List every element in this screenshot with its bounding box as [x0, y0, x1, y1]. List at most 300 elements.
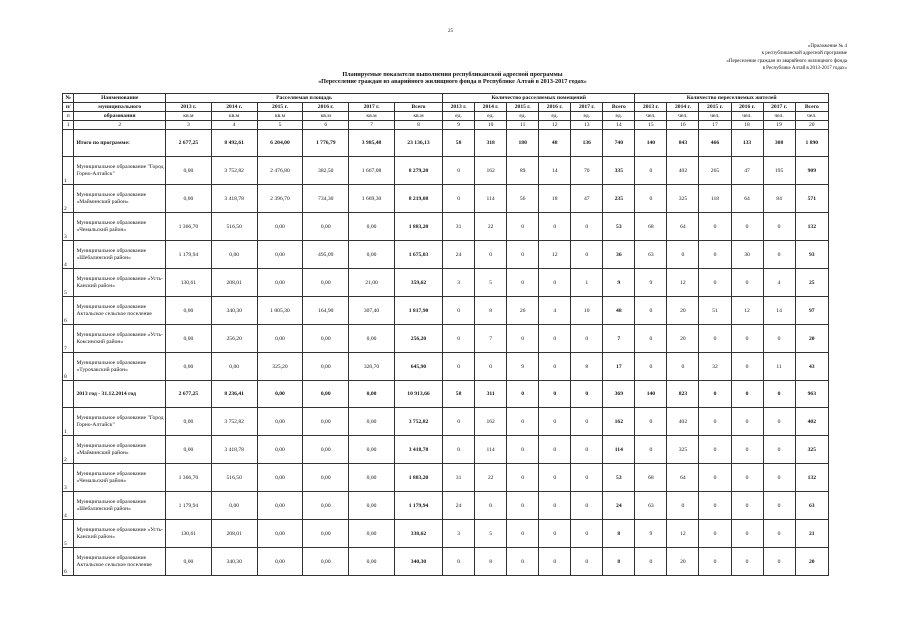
- table-cell: 909: [795, 157, 828, 185]
- title-line: Планируемые показатели выполнения республиканской адресной программы: [342, 71, 563, 78]
- table-cell: 2 677,25: [166, 381, 212, 408]
- table-cell: 0: [763, 325, 795, 353]
- table-cell: 3 985,48: [349, 130, 395, 157]
- table-cell: 47: [731, 157, 763, 185]
- header-num: п: [63, 112, 74, 121]
- table-cell: 0,00: [303, 408, 349, 436]
- table-cell: 0: [539, 548, 571, 576]
- table-cell: 64: [731, 185, 763, 213]
- table-cell: 325: [667, 436, 699, 464]
- table-cell: 5: [475, 520, 507, 548]
- table-cell: 3 752,82: [394, 408, 442, 436]
- table-cell: 1 179,94: [166, 492, 212, 520]
- table-cell: 12: [731, 297, 763, 325]
- municipality-name: Итого по программе:: [74, 130, 166, 157]
- table-cell: 118: [699, 185, 731, 213]
- table-cell: 114: [475, 185, 507, 213]
- municipality-name: Муниципальное образование «Майминский район»: [74, 185, 166, 213]
- column-index: 4: [211, 121, 257, 130]
- table-cell: 164,90: [303, 297, 349, 325]
- table-cell: 64: [667, 213, 699, 241]
- table-cell: 0: [699, 325, 731, 353]
- header-year: 2017 г.: [763, 103, 795, 112]
- header-year: 2015 г.: [699, 103, 731, 112]
- table-cell: 1 890: [795, 130, 828, 157]
- table-cell: 3 752,82: [211, 157, 257, 185]
- row-number: 1: [63, 408, 74, 436]
- table-cell: 3 418,78: [211, 185, 257, 213]
- table-cell: 0: [667, 353, 699, 381]
- header-unit: кв.м: [349, 112, 395, 121]
- municipality-name: Муниципальное образование "Город Горно-Алтайск": [74, 157, 166, 185]
- table-cell: 0,00: [257, 520, 303, 548]
- table-cell: 0,00: [303, 381, 349, 408]
- table-cell: 402: [667, 157, 699, 185]
- table-cell: 0: [667, 241, 699, 269]
- column-index: 17: [699, 121, 731, 130]
- header-unit: кв.м: [257, 112, 303, 121]
- appendix-line: «Приложение № 4: [807, 44, 847, 49]
- header-unit: ед.: [443, 112, 475, 121]
- table-cell: 0: [699, 436, 731, 464]
- table-cell: 0,00: [303, 436, 349, 464]
- table-cell: 0: [731, 353, 763, 381]
- table-cell: 740: [603, 130, 635, 157]
- table-cell: 0,00: [349, 548, 395, 576]
- table-cell: 0,00: [303, 492, 349, 520]
- table-cell: 4: [763, 269, 795, 297]
- table-cell: 1 366,70: [166, 213, 212, 241]
- table-cell: 402: [795, 408, 828, 436]
- table-cell: 32: [699, 353, 731, 381]
- column-index: 16: [667, 121, 699, 130]
- table-cell: 1 667,08: [349, 157, 395, 185]
- header-year: 2014 г.: [211, 103, 257, 112]
- municipality-name: Муниципальное образование «Турочакский район»: [74, 353, 166, 381]
- table-cell: 208,01: [211, 520, 257, 548]
- table-cell: 8: [475, 297, 507, 325]
- table-cell: 20: [667, 548, 699, 576]
- column-index: 14: [603, 121, 635, 130]
- row-number: 6: [63, 297, 74, 325]
- table-cell: 0: [475, 241, 507, 269]
- table-cell: 114: [475, 436, 507, 464]
- header-unit: чел.: [763, 112, 795, 121]
- appendix-line: «Переселение граждан из аварийного жилищного фонда: [726, 58, 847, 64]
- table-cell: 0: [763, 436, 795, 464]
- table-cell: 0: [699, 492, 731, 520]
- table-cell: 0: [539, 269, 571, 297]
- table-cell: 0: [763, 213, 795, 241]
- table-cell: 2 476,80: [257, 157, 303, 185]
- header-name: образования: [74, 112, 166, 121]
- table-cell: 0,00: [166, 325, 212, 353]
- table-cell: 3 752,82: [211, 408, 257, 436]
- table-cell: 0: [539, 492, 571, 520]
- table-cell: 58: [443, 130, 475, 157]
- table-cell: 0: [539, 408, 571, 436]
- table-cell: 1 005,30: [257, 297, 303, 325]
- table-cell: 30: [731, 241, 763, 269]
- column-index: 15: [635, 121, 667, 130]
- table-cell: 58: [443, 381, 475, 408]
- table-cell: 0: [635, 548, 667, 576]
- table-cell: 0: [699, 408, 731, 436]
- table-cell: 21,00: [349, 269, 395, 297]
- table-cell: 31: [443, 464, 475, 492]
- table-cell: 0: [731, 381, 763, 408]
- table-cell: 68: [635, 213, 667, 241]
- header-unit: ед.: [571, 112, 603, 121]
- table-cell: 325,20: [257, 353, 303, 381]
- table-cell: 51: [699, 297, 731, 325]
- table-cell: 734,30: [303, 185, 349, 213]
- table-cell: 0: [731, 325, 763, 353]
- header-year: Всего: [394, 103, 442, 112]
- table-cell: 0,00: [257, 269, 303, 297]
- table-cell: 0,00: [166, 548, 212, 576]
- header-year: Всего: [603, 103, 635, 112]
- table-cell: 64: [667, 464, 699, 492]
- column-index: 2: [74, 121, 166, 130]
- table-cell: 9: [507, 353, 539, 381]
- municipality-name: Муниципальное образование «Чемальский район»: [74, 213, 166, 241]
- table-cell: 307,40: [349, 297, 395, 325]
- header-year: 2017 г.: [349, 103, 395, 112]
- column-index: 11: [507, 121, 539, 130]
- row-number: 6: [63, 548, 74, 576]
- table-cell: 0: [763, 381, 795, 408]
- table-cell: 0,00: [349, 325, 395, 353]
- table-cell: 26: [507, 297, 539, 325]
- table-cell: 0,00: [257, 492, 303, 520]
- table-cell: 9: [635, 269, 667, 297]
- table-cell: 136: [571, 130, 603, 157]
- header-unit: кв.м: [303, 112, 349, 121]
- table-cell: 25: [795, 269, 828, 297]
- table-cell: 0: [443, 353, 475, 381]
- table-cell: 1 817,90: [394, 297, 442, 325]
- table-cell: 14: [763, 297, 795, 325]
- table-cell: 0,00: [303, 520, 349, 548]
- table-cell: 97: [795, 297, 828, 325]
- table-cell: 0: [571, 241, 603, 269]
- table-cell: 84: [763, 185, 795, 213]
- header-unit: кв.м: [166, 112, 212, 121]
- table-cell: 0,00: [166, 185, 212, 213]
- table-cell: 0,00: [166, 436, 212, 464]
- table-cell: 369: [603, 381, 635, 408]
- table-cell: 0,00: [303, 548, 349, 576]
- table-cell: 0: [507, 436, 539, 464]
- table-cell: 0: [763, 548, 795, 576]
- table-cell: 340,30: [211, 548, 257, 576]
- table-cell: 22: [475, 464, 507, 492]
- header-year: 2017 г.: [571, 103, 603, 112]
- table-row: [63, 436, 829, 464]
- header-unit: кв.м: [211, 112, 257, 121]
- header-unit: чел.: [635, 112, 667, 121]
- table-cell: 382,50: [303, 157, 349, 185]
- table-cell: 20: [795, 548, 828, 576]
- table-cell: 0,00: [349, 436, 395, 464]
- table-cell: 0,00: [257, 241, 303, 269]
- table-cell: 8 279,20: [394, 157, 442, 185]
- table-cell: 2 677,25: [166, 130, 212, 157]
- table-cell: 7: [603, 325, 635, 353]
- table-cell: 0,00: [257, 436, 303, 464]
- table-cell: 0: [507, 325, 539, 353]
- header-unit: ед.: [475, 112, 507, 121]
- municipality-name: Муниципальное образование Актальское сельское поселение: [74, 548, 166, 576]
- table-cell: 0: [635, 325, 667, 353]
- table-cell: 70: [571, 157, 603, 185]
- table-cell: 0: [443, 157, 475, 185]
- municipality-name: 2013 год - 31.12.2014 год: [74, 381, 166, 408]
- header-unit: чел.: [795, 112, 828, 121]
- table-cell: 645,90: [394, 353, 442, 381]
- column-index: 12: [539, 121, 571, 130]
- table-cell: 0: [571, 548, 603, 576]
- table-cell: 0: [699, 213, 731, 241]
- table-cell: 0: [571, 408, 603, 436]
- table-cell: 0,00: [349, 241, 395, 269]
- header-year: 2016 г.: [303, 103, 349, 112]
- table-cell: 0: [635, 436, 667, 464]
- header-year: 2015 г.: [507, 103, 539, 112]
- table-cell: 0: [443, 325, 475, 353]
- table-cell: 0: [699, 520, 731, 548]
- table-cell: 12: [667, 520, 699, 548]
- table-cell: 1 669,30: [349, 185, 395, 213]
- table-cell: 0: [507, 408, 539, 436]
- table-cell: 1 776,79: [303, 130, 349, 157]
- table-cell: 0: [731, 213, 763, 241]
- table-cell: 12: [539, 241, 571, 269]
- table-cell: 0: [699, 241, 731, 269]
- table-cell: 63: [635, 492, 667, 520]
- table-cell: 0,00: [257, 464, 303, 492]
- municipality-name: Муниципальное образование "Город Горно-Алтайск": [74, 408, 166, 436]
- header-year: 2013 г.: [443, 103, 475, 112]
- municipality-name: Муниципальное образование «Усть-Канский район»: [74, 520, 166, 548]
- table-cell: 0,00: [303, 269, 349, 297]
- header-num: №: [63, 94, 74, 103]
- table-cell: 8: [603, 548, 635, 576]
- table-cell: 1 366,70: [166, 464, 212, 492]
- table-cell: 0: [699, 464, 731, 492]
- table-cell: 0,00: [166, 353, 212, 381]
- table-cell: 0: [539, 520, 571, 548]
- table-cell: 0: [699, 548, 731, 576]
- table-cell: 0: [635, 185, 667, 213]
- table-cell: 132: [795, 464, 828, 492]
- header-unit: ед.: [603, 112, 635, 121]
- row-number: 4: [63, 241, 74, 269]
- table-row: [63, 213, 829, 241]
- total-row: [63, 381, 829, 408]
- table-row: [63, 464, 829, 492]
- column-index: 19: [763, 121, 795, 130]
- table-cell: 0: [443, 436, 475, 464]
- table-cell: 1 675,03: [394, 241, 442, 269]
- column-index: 8: [394, 121, 442, 130]
- table-cell: 17: [603, 353, 635, 381]
- header-name: Наименование: [74, 94, 166, 103]
- table-cell: 516,50: [211, 213, 257, 241]
- row-number: 7: [63, 325, 74, 353]
- row-number: 5: [63, 269, 74, 297]
- table-cell: 0,00: [166, 408, 212, 436]
- table-cell: 0: [731, 408, 763, 436]
- table-cell: 0: [763, 492, 795, 520]
- municipality-name: Муниципальное образование «Майминский район»: [74, 436, 166, 464]
- municipality-name: Муниципальное образование «Шебалинский район»: [74, 492, 166, 520]
- table-cell: 571: [795, 185, 828, 213]
- municipality-name: Муниципальное образование Актальское сельское поселение: [74, 297, 166, 325]
- municipality-name: Муниципальное образование «Усть-Канский район»: [74, 269, 166, 297]
- table-row: [63, 520, 829, 548]
- table-cell: 0,00: [303, 464, 349, 492]
- table-cell: 3 418,78: [394, 436, 442, 464]
- table-cell: 0: [667, 492, 699, 520]
- table-cell: 140: [635, 130, 667, 157]
- table-cell: 130,61: [166, 520, 212, 548]
- table-cell: 0: [507, 492, 539, 520]
- table-cell: 8 236,41: [211, 381, 257, 408]
- appendix-note: [726, 43, 847, 72]
- appendix-line: к республиканской адресной программе: [761, 51, 847, 57]
- table-cell: 0,00: [303, 325, 349, 353]
- table-cell: 22: [475, 213, 507, 241]
- table-cell: 21: [795, 520, 828, 548]
- table-cell: 340,30: [394, 548, 442, 576]
- column-index: 13: [571, 121, 603, 130]
- table-cell: 516,50: [211, 464, 257, 492]
- header-year: 2013 г.: [166, 103, 212, 112]
- municipality-name: Муниципальное образование «Усть-Коксинский район»: [74, 325, 166, 353]
- table-cell: 963: [795, 381, 828, 408]
- table-cell: 0: [571, 213, 603, 241]
- table-cell: 0: [539, 213, 571, 241]
- table-cell: 0: [763, 464, 795, 492]
- table-cell: 0: [443, 548, 475, 576]
- table-cell: 0: [507, 381, 539, 408]
- table-cell: 23 136,13: [394, 130, 442, 157]
- table-cell: 0: [571, 520, 603, 548]
- column-index: 1: [63, 121, 74, 130]
- table-cell: 9: [603, 269, 635, 297]
- table-cell: 0: [539, 464, 571, 492]
- table-cell: 0: [539, 353, 571, 381]
- table-cell: 20: [795, 325, 828, 353]
- table-cell: 162: [475, 408, 507, 436]
- page-number: 25: [448, 29, 453, 34]
- table-row: [63, 269, 829, 297]
- table-cell: 6 204,00: [257, 130, 303, 157]
- table-cell: 0: [731, 548, 763, 576]
- table-cell: 0: [443, 408, 475, 436]
- header-group-area: Расселяемая площадь: [166, 94, 443, 103]
- table-cell: 0,00: [211, 492, 257, 520]
- table-cell: 0: [635, 157, 667, 185]
- header-unit: чел.: [667, 112, 699, 121]
- table-cell: 0: [571, 381, 603, 408]
- table-cell: 208,01: [211, 269, 257, 297]
- table-cell: 53: [603, 213, 635, 241]
- table-cell: 265: [699, 157, 731, 185]
- table-cell: 466: [699, 130, 731, 157]
- table-row: [63, 185, 829, 213]
- table-cell: 0,00: [257, 325, 303, 353]
- table-cell: 325: [667, 185, 699, 213]
- table-row: [63, 492, 829, 520]
- table-cell: 308: [763, 130, 795, 157]
- table-cell: 48: [539, 130, 571, 157]
- table-cell: 133: [731, 130, 763, 157]
- table-cell: 823: [667, 381, 699, 408]
- table-cell: 0: [731, 464, 763, 492]
- table-cell: 0: [443, 297, 475, 325]
- table-cell: 1: [571, 269, 603, 297]
- table-cell: 318: [475, 130, 507, 157]
- table-cell: 0,00: [166, 297, 212, 325]
- table-cell: 10 913,66: [394, 381, 442, 408]
- table-cell: 0: [635, 353, 667, 381]
- column-index: 3: [166, 121, 212, 130]
- table-cell: 93: [795, 241, 828, 269]
- column-index: 6: [303, 121, 349, 130]
- table-cell: 0: [635, 297, 667, 325]
- table-cell: 5: [475, 269, 507, 297]
- table-cell: 1 883,20: [394, 464, 442, 492]
- table-cell: 325: [795, 436, 828, 464]
- table-cell: 56: [507, 185, 539, 213]
- row-number: [63, 130, 74, 157]
- appendix-line: в Республике Алтай в 2013-2017 годах»: [762, 65, 847, 71]
- table-cell: 63: [635, 241, 667, 269]
- table-cell: 11: [763, 353, 795, 381]
- municipality-name: Муниципальное образование «Чемальский район»: [74, 464, 166, 492]
- row-number: 2: [63, 436, 74, 464]
- table-cell: 0,00: [349, 213, 395, 241]
- table-cell: 47: [571, 185, 603, 213]
- column-index: 10: [475, 121, 507, 130]
- header-group-rooms: Количество расселяемых помещений: [443, 94, 635, 103]
- document-title: [0, 71, 905, 86]
- header-unit: ед.: [507, 112, 539, 121]
- table-cell: 7: [475, 325, 507, 353]
- table-row: [63, 408, 829, 436]
- table-cell: 0: [475, 353, 507, 381]
- table-cell: 8 492,61: [211, 130, 257, 157]
- column-index: 9: [443, 121, 475, 130]
- table-cell: 0: [571, 436, 603, 464]
- table-cell: 20: [667, 297, 699, 325]
- table-cell: 0: [539, 325, 571, 353]
- table-cell: 0,00: [257, 213, 303, 241]
- row-number: 5: [63, 520, 74, 548]
- table-row: [63, 325, 829, 353]
- table-cell: 335: [603, 157, 635, 185]
- table-cell: 2 396,70: [257, 185, 303, 213]
- header-unit: чел.: [731, 112, 763, 121]
- table-cell: 235: [603, 185, 635, 213]
- municipality-name: Муниципальное образование «Шебалинский район»: [74, 241, 166, 269]
- table-cell: 8: [603, 520, 635, 548]
- table-row: [63, 157, 829, 185]
- table-row: [63, 297, 829, 325]
